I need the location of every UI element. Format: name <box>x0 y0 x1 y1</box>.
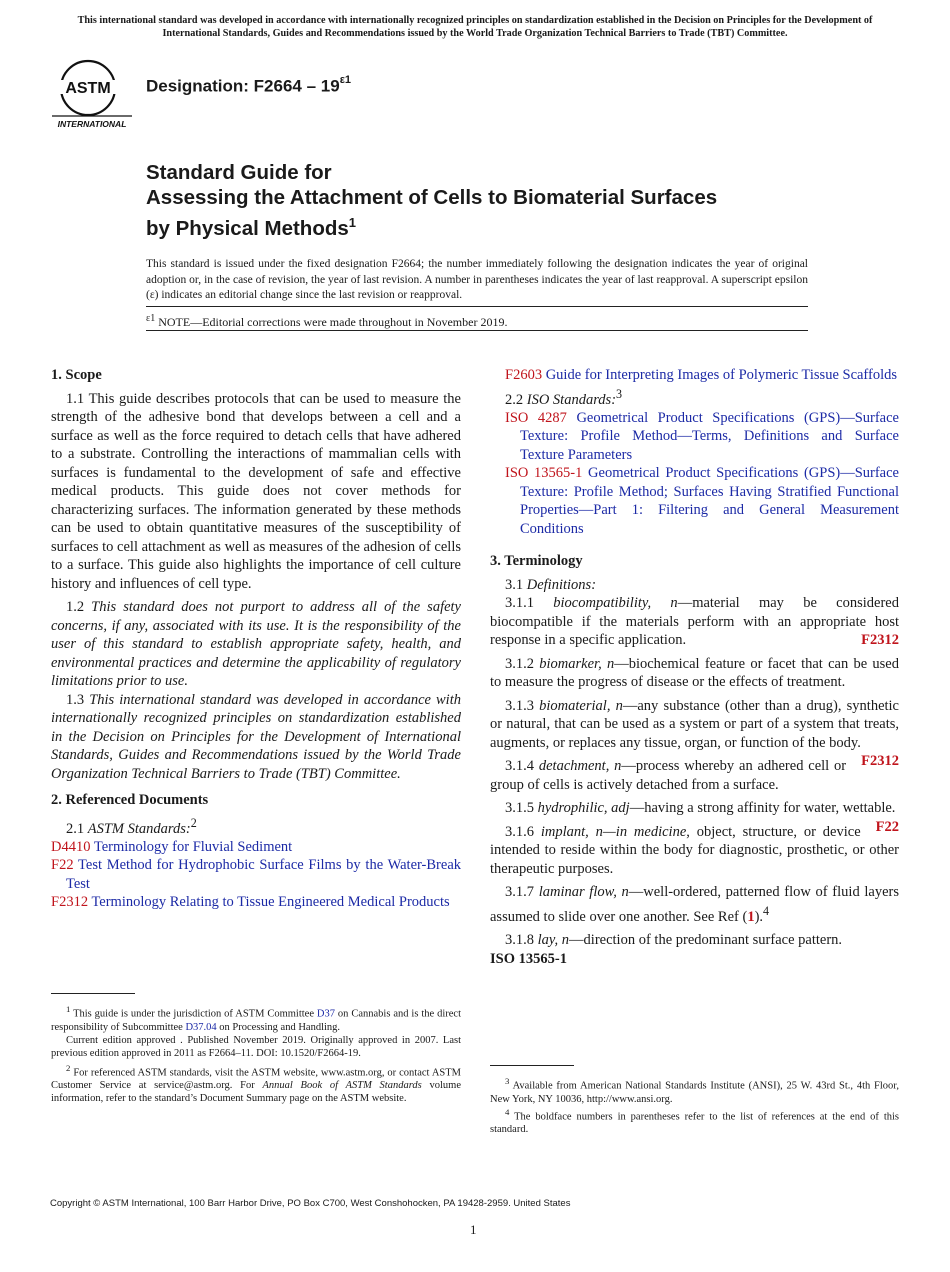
divider-top <box>146 306 808 307</box>
standardization-notice: This international standard was developed in accordance with internationally recognized principles on standardization established in the Decision on Principles for the Development of International Standards, Guides and Recommendations issued by the World Trade Organization Technical Barriers to Trade (TBT) Committee. <box>77 15 873 39</box>
designation-epsilon: ε1 <box>339 74 352 86</box>
ref-f22[interactable]: F22 Test Method for Hydrophobic Surface Films by the Water-Break Test <box>51 857 461 892</box>
link-d37-04[interactable]: D37.04 <box>185 1021 217 1033</box>
definition-detachment: 3.1.4 detachment, n—process whereby an adhered cell or group of cells is actively detached from a surface. <box>490 758 847 793</box>
title-line-2: Assessing the Attachment of Cells to Biomaterial Surfaces <box>146 186 718 209</box>
issuance-statement: This standard is issued under the fixed designation F2664; the number immediately following the designation indicates the year of original adoption or, in the case of revision, the year of last revision. A number in parentheses indicates the year of last reapproval. A superscript epsilon (ε) indicates an editorial change since the last revision or reapproval. <box>146 258 808 301</box>
footnote-divider-left <box>51 993 135 994</box>
ref-f2312[interactable]: F2312 Terminology Relating to Tissue Engineered Medical Products <box>51 894 450 911</box>
document-title <box>146 160 846 241</box>
astm-logo <box>52 58 134 132</box>
iso-standards-label: 2.2 ISO Standards:$^3$ <box>505 386 623 408</box>
definition-biomaterial: 3.1.3 biomaterial, n—any substance (other than a drug), synthetic or natural, that can be used as a system or part of a system that treats, augments, or replaces any tissue, organ, or function of the body. F2312 <box>490 697 899 770</box>
section-heading-referenced: 2. Referenced Documents <box>51 792 209 808</box>
footnote-divider-right <box>490 1065 574 1066</box>
definition-lay-source: ISO 13565-1 <box>490 950 567 967</box>
designation <box>146 76 351 97</box>
logo-text: ASTM <box>65 80 111 97</box>
definition-hydrophilic: 3.1.5 hydrophilic, adj—having a strong affinity for water, wettable. F22 <box>505 800 899 835</box>
title-line-3: by Physical Methods$^1$ <box>146 215 357 240</box>
designation-label: Designation: F2664 – 19 <box>146 76 340 96</box>
right-column <box>490 366 899 968</box>
copyright-notice: Copyright © ASTM International, 100 Barr Harbor Drive, PO Box C700, West Conshohocken, PA 19428-2959. United States <box>50 1198 571 1209</box>
footnote-3: $^3$ Available from American National Standards Institute (ANSI), 25 W. 43rd St., 4th Floor, New York, NY 10036, http://www.ansi.org. <box>490 1076 899 1105</box>
astm-standards-label: 2.1 ASTM Standards:$^2$ <box>66 815 197 837</box>
footnotes-right <box>490 1075 899 1136</box>
definition-biocompatibility: 3.1.1 biocompatibility, n—material may be considered biocompatible if the materials perform with an appropriate host response in a specific application. F2312 <box>490 595 899 649</box>
title-line-1: Standard Guide for <box>146 161 332 184</box>
reference-link-1[interactable]: 1 <box>747 908 755 925</box>
footnote-2: $^2$ For referenced ASTM standards, visit the ASTM website, www.astm.org, or contact ASTM Customer Service at service@astm.org. For Annual Book of ASTM Standards volume information, refer to the standard’s Document Summary page on the ASTM website. <box>51 1062 461 1104</box>
editorial-note: $^{\varepsilon 1}$ NOTE—Editorial corrections were made throughout in November 2019. <box>146 313 508 329</box>
footnotes-left <box>51 1003 461 1105</box>
definition-laminar-flow: 3.1.7 laminar flow, n—well-ordered, patterned flow of fluid layers assumed to slide over one another. See Ref (1).$^4$ <box>490 884 899 925</box>
footnote-1: $^1$ This guide is under the jurisdiction of ASTM Committee D37 on Cannabis and is the direct responsibility of Subcommittee D37.04 on Processing and Handling. <box>51 1004 461 1033</box>
ref-f2603[interactable]: F2603 Guide for Interpreting Images of Polymeric Tissue Scaffolds <box>505 367 898 383</box>
scope-para-1-2: 1.2 This standard does not purport to address all of the safety concerns, if any, associated with its use. It is the responsibility of the user of this standard to establish appropriate safety, health, and environmental practices and determine the applicability of regulatory limitations prior to use. <box>51 599 461 689</box>
link-d37[interactable]: D37 <box>316 1008 336 1020</box>
section-heading-terminology: 3. Terminology <box>490 553 583 570</box>
section-heading-scope: 1. Scope <box>51 367 102 383</box>
logo-subtext: INTERNATIONAL <box>57 119 127 129</box>
definition-biomarker: 3.1.2 biomarker, n—biochemical feature or facet that can be used to measure the progress of disease or the effects of treatment. <box>490 655 899 691</box>
ref-iso-4287[interactable]: ISO 4287 Geometrical Product Specifications (GPS)—Surface Texture: Profile Method—Terms, Definitions and Surface Texture Parameters <box>505 409 899 463</box>
definition-implant: 3.1.6 implant, n—in medicine, object, structure, or device intended to reside within the body for diagnostic, prosthetic, or other therapeutic purposes. <box>490 823 899 877</box>
footnote-1-edition: Current edition approved . Published November 2019. Originally approved in 2007. Last previous edition approved in 2011 as F2664–11. DOI: 10.1520/F2664-19. <box>51 1034 461 1059</box>
footnote-4: $^4$ The boldface numbers in parentheses refer to the list of references at the end of this standard. <box>490 1106 899 1135</box>
left-column <box>51 366 461 912</box>
divider-bottom <box>146 330 808 331</box>
ref-d4410[interactable]: D4410 Terminology for Fluvial Sediment <box>51 838 293 855</box>
scope-para-1-1: 1.1 This guide describes protocols that can be used to measure the strength of the adhesive bond that develops between a cell and a surface as well as the force required to detach cells that have adhered to a substrate. Controlling the interactions of mammalian cells with surfaces is fundamental to the development of safe and effective medical products. This guide does not cover methods for characterizing surfaces. The information generated by these methods can be used to obtain quantitative measures of the susceptibility of surfaces to cell attachment as well as measures of the adhesion of cells to a surface. This guide also highlights the importance of cell culture history and influences of cell type. <box>51 390 461 592</box>
page-number: 1 <box>470 1222 477 1237</box>
definitions-label: 3.1 Definitions: <box>505 576 597 593</box>
scope-para-1-3: 1.3 This international standard was developed in accordance with internationally recognized principles on standardization established in the Decision on Principles for the Development of International Standards, Guides and Recommendations issued by the World Trade Organization Technical Barriers to Trade (TBT) Committee. <box>51 691 461 782</box>
ref-iso-13565-1[interactable]: ISO 13565-1 Geometrical Product Specifications (GPS)—Surface Texture: Profile Method; Surfaces Having Stratified Functional Properties—Part 1: Filtering and General Measurement Conditions <box>505 465 899 537</box>
definition-lay: 3.1.8 lay, n—direction of the predominant surface pattern. <box>505 932 843 949</box>
